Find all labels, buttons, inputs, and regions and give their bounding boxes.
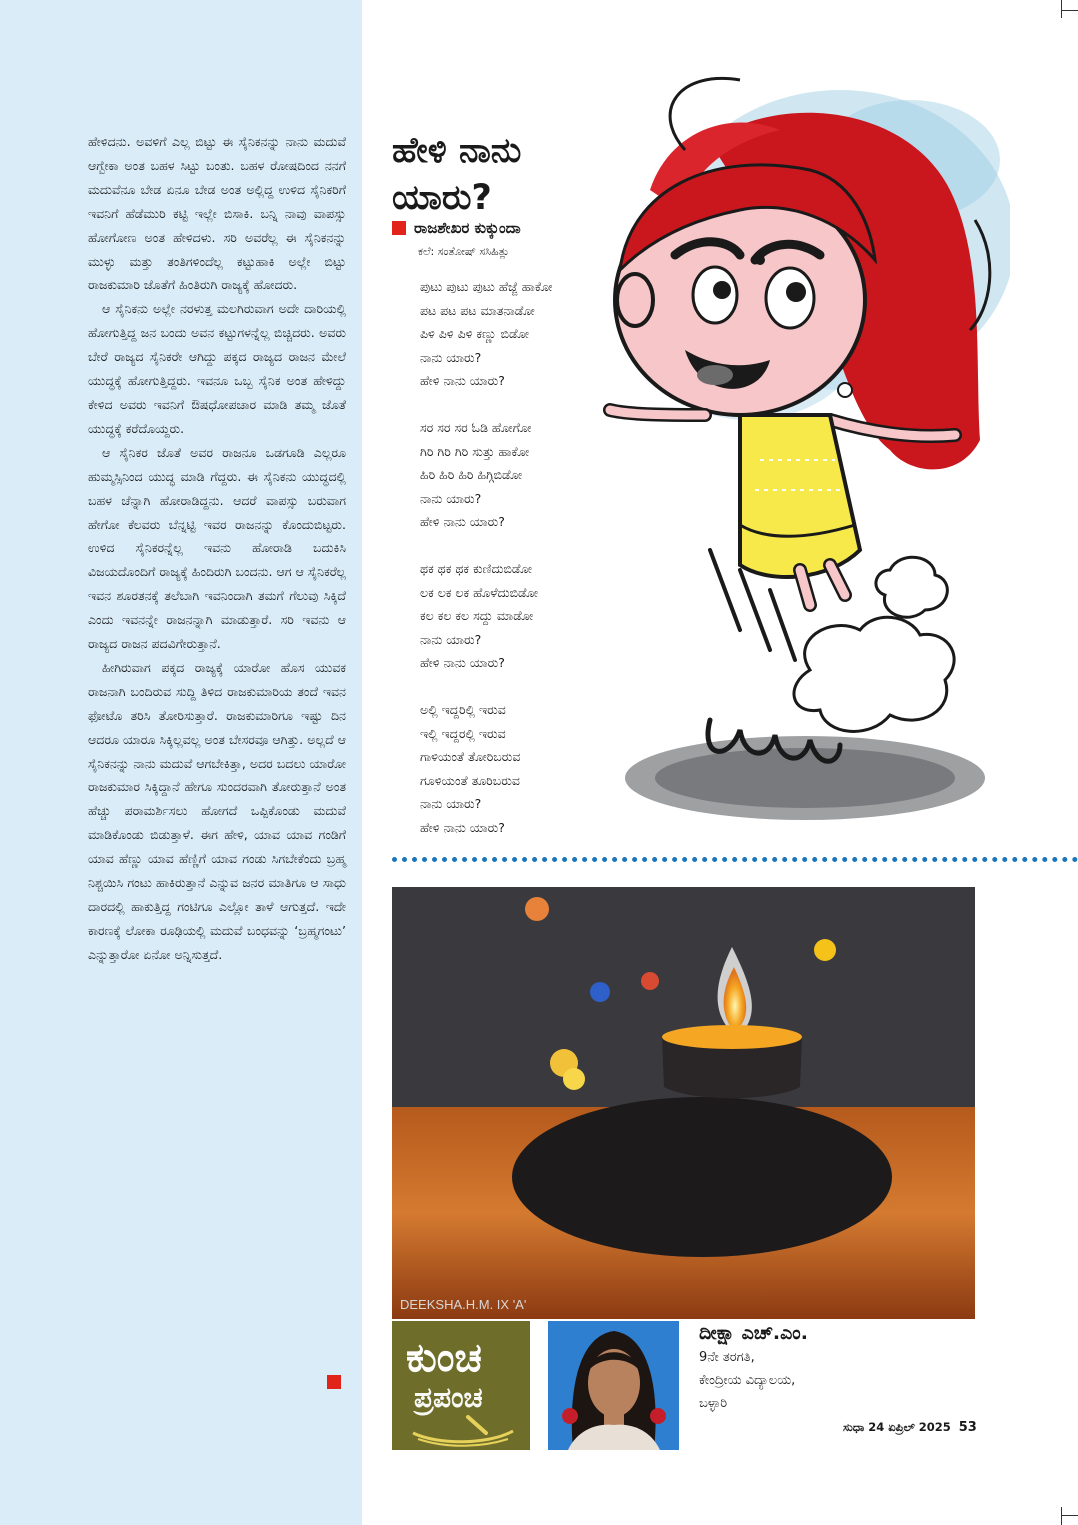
poem-title (392, 128, 521, 222)
story-paragraph: ಹೇಳಿದನು. ಅವಳಿಗೆ ಎಲ್ಲ ಬಿಟ್ಟು ಈ ಸೈನಿಕನನ್ನು ನಾನು ಮದುವೆ ಆಗ್ಬೇಕಾ ಅಂತ ಬಹಳ ಸಿಟ್ಟು ಬಂತು. ಬಹಳ ರೋಷದಿಂದ ನನಗೆ ಮದುವೆನೂ ಬೇಡ ಏನೂ ಬೇಡ ಅಂತ ಅಲ್ಲಿದ್ದ ಉಳಿದ ಸೈನಿಕರಿಗೆ ಇವನಿಗೆ ಹೆಡೆಮುರಿ ಕಟ್ಟಿ ಇಲ್ಲೇ ಬಿಸಾಕಿ. ಬನ್ನಿ ನಾವು ವಾಪಸ್ಸು ಹೋಗೋಣ ಅಂತ ಹೇಳಿದಳು. ಸರಿ ಅವರೆಲ್ಲ ಈ ಸೈನಿಕನನ್ನು ಮುಳ್ಳು ಮತ್ತು ತಂತಿಗಳಿಂದೆಲ್ಲ ಕಟ್ಟುಹಾಕಿ ಅಲ್ಲೇ ಬಿಟ್ಟು ರಾಜಕುಮಾರಿ ಜೊತೆಗೆ ಹಿಂತಿರುಗಿ ರಾಜ್ಯಕ್ಕೆ ಹೋದರು. (88, 134, 346, 293)
page-footer (843, 1420, 977, 1435)
poem-byline (392, 219, 521, 237)
paintbrush-icon (408, 1413, 518, 1447)
poem-line: ಪುಟು ಪುಟು ಪುಟು ಹೆಜ್ಜೆ ಹಾಕೋ (420, 279, 553, 294)
poem-line: ಗಾಳಿಯಂತೆ ತೋರಿಬರುವ (420, 749, 521, 764)
poem-title-line: ಯಾರು? (392, 178, 492, 218)
logo-line: ಪ್ರಪಂಚ (414, 1381, 483, 1414)
poem-line: ಹೇಳಿ ನಾನು ಯಾರು? (420, 373, 505, 388)
crop-mark (1061, 0, 1062, 18)
crop-mark (1062, 10, 1078, 11)
illustrator-credit: ಕಲೆ: ಸಂತೋಷ್ ಸಸಿಹಿತ್ಲು (418, 245, 510, 258)
artist-photo (548, 1321, 679, 1450)
poem-line: ಗಿರಿ ಗಿರಿ ಗಿರಿ ಸುತ್ತು ಹಾಕೋ (420, 443, 530, 459)
section-divider (392, 857, 1078, 862)
story-paragraph: ಆ ಸೈನಿಕನು ಅಲ್ಲೇ ನರಳುತ್ತ ಮಲಗಿರುವಾಗ ಅದೇ ದಾರಿಯಲ್ಲಿ ಹೋಗುತ್ತಿದ್ದ ಜನ ಬಂದು ಅವನ ಕಟ್ಟುಗಳನ್ನೆಲ್ಲ ಬಿಚ್ಚಿದರು. ಅವರು ಬೇರೆ ರಾಜ್ಯದ ಸೈನಿಕರೇ ಆಗಿದ್ದು ಪಕ್ಕದ ರಾಜ್ಯದ ರಾಜನ ಮೇಲೆ ಯುದ್ಧಕ್ಕೆ ಹೋಗುತ್ತಿದ್ದರು. ಇವನೂ ಒಬ್ಬ ಸೈನಿಕ ಅಂತ ಹೇಳಿದ್ದು ಕೇಳಿದ ಅವರು ಇವನಿಗೆ ಔಷಧೋಪಚಾರ ಮಾಡಿ ತಮ್ಮ ಜೊತೆ ಯುದ್ಧಕ್ಕೆ ಕರೆದೊಯ್ದರು. (88, 301, 346, 436)
poem-line: ಸರ ಸರ ಸರ ಓಡಿ ಹೋಗೋ (420, 420, 532, 435)
kuncha-prapancha-logo (392, 1321, 530, 1450)
girl-illustration (590, 70, 1010, 830)
poem-line: ನಾನು ಯಾರು? (420, 349, 482, 365)
byline-marker (392, 221, 406, 235)
poem-line: ನಾನು ಯಾರು? (420, 631, 482, 647)
story-end-mark (327, 1375, 341, 1389)
page-number: 53 (958, 1420, 977, 1435)
poem-line: ಇಲ್ಲಿ ಇದ್ದರಲ್ಲಿ ಇರುವ (420, 725, 506, 741)
poem-line: ಥಕ ಥಕ ಥಕ ಕುಣಿದುಬಿಡೋ (420, 561, 532, 576)
poem-line: ನಾನು ಯಾರು? (420, 490, 482, 506)
poem-line: ಹೇಳಿ ನಾನು ಯಾರು? (420, 655, 505, 670)
poem-line: ಕಲ ಕಲ ಕಲ ಸದ್ದು ಮಾಡೋ (420, 608, 534, 623)
artist-city: ಬಳ್ಳಾರಿ (699, 1396, 728, 1411)
poem-line: ಗೂಳಿಯಂತೆ ತೂರಿಬರುವ (420, 772, 520, 788)
logo-line: ಕುಂಚ (406, 1335, 482, 1381)
artist-name: ದೀಕ್ಷಾ ಎಚ್.ಎಂ. (699, 1322, 808, 1344)
story-paragraph: ಆ ಸೈನಿಕರ ಜೊತೆ ಅವರ ರಾಜನೂ ಒಡಗೂಡಿ ಎಲ್ಲರೂ ಹುಮ್ಮಸ್ಸಿನಿಂದ ಯುದ್ಧ ಮಾಡಿ ಗೆದ್ದರು. ಈ ಸೈನಿಕನು ಯುದ್ಧದಲ್ಲಿ ಬಹಳ ಚೆನ್ನಾಗಿ ಹೋರಾಡಿದ್ದನು. ಆದರೆ ವಾಪಸ್ಸು ಬರುವಾಗ ಹೇಗೋ ಕೆಲವರು ಬೆನ್ನಟ್ಟಿ ಇವರ ರಾಜನನ್ನು ಕೊಂದುಬಿಟ್ಟರು. ಉಳಿದ ಸೈನಿಕರನ್ನೆಲ್ಲ ಇವನು ಹೋರಾಡಿ ಬದುಕಿಸಿ ವಿಜಯದೊಂದಿಗೆ ರಾಜ್ಯಕ್ಕೆ ಹಿಂದಿರುಗಿ ಬಂದನು. ಆಗ ಆ ಸೈನಿಕರೆಲ್ಲ ಇವನ ಶೂರತನಕ್ಕೆ ತಲೆಬಾಗಿ ಇವನಿಂದಾಗಿ ತಮಗೆ ಗೆಲುವು ಸಿಕ್ಕಿದೆ ಎಂದು ಇವನನ್ನೇ ರಾಜನನ್ನಾಗಿ ಮಾಡುತ್ತಾರೆ. ಸರಿ ಇವನು ಆ ರಾಜ್ಯದ ರಾಜನ ಪದವಿಗೇರುತ್ತಾನೆ. (88, 444, 346, 652)
poem-line: ಲಕ ಲಕ ಲಕ ಹೊಳೆದುಬಿಡೋ (420, 584, 539, 600)
poem-title-line: ಹೇಳಿ ನಾನು (392, 131, 522, 171)
story-text (88, 130, 346, 967)
magazine-date: ಸುಧಾ 24 ಏಪ್ರಿಲ್ 2025 (843, 1420, 951, 1434)
poem-line: ಪಟ ಪಟ ಪಟ ಮಾತನಾಡೋ (420, 302, 535, 318)
poem-line: ಹೇಳಿ ನಾನು ಯಾರು? (420, 819, 505, 835)
crop-mark (1061, 1507, 1062, 1525)
poem-line: ಪಿಳಿ ಪಿಳಿ ಪಿಳಿ ಕಣ್ಣು ಬಿಡೋ (420, 326, 530, 341)
story-paragraph: ಹೀಗಿರುವಾಗ ಪಕ್ಕದ ರಾಜ್ಯಕ್ಕೆ ಯಾರೋ ಹೊಸ ಯುವಕ ರಾಜನಾಗಿ ಬಂದಿರುವ ಸುದ್ದಿ ತಿಳಿದ ರಾಜಕುಮಾರಿಯ ತಂದೆ ಇವನ ಫೋಟೊ ತರಿಸಿ ತೋರಿಸುತ್ತಾರೆ. ರಾಜಕುಮಾರಿಗೂ ಇಷ್ಟು ದಿನ ಆದರೂ ಯಾರೂ ಸಿಕ್ಕಿಲ್ಲವಲ್ಲ ಅಂತ ಬೇಸರವೂ ಆಗಿತ್ತು. ಅಲ್ಲದೆ ಆ ಸೈನಿಕನನ್ನು ನಾನು ಮದುವೆ ಆಗಬೇಕಿತ್ತಾ, ಅದರ ಬದಲು ಯಾರೋ ರಾಜಕುಮಾರ ಸಿಕ್ಕಿದ್ದಾನೆ ಹೇಗೂ ಸುಂದರವಾಗಿ ತೋರುತ್ತಾನೆ ಅಂತ ಹೆಚ್ಚು ಪರಾಮರ್ಶಿಸಲು ಹೋಗದೆ ಒಪ್ಪಿಕೊಂಡು ಮದುವೆ ಮಾಡಿಕೊಂಡು ಬಿಡುತ್ತಾಳೆ. ಈಗ ಹೇಳಿ, ಯಾವ ಯಾವ ಗಂಡಿಗೆ ಯಾವ ಹೆಣ್ಣು ಯಾವ ಹೆಣ್ಣಿಗೆ ಯಾವ ಗಂಡು ಸಿಗಬೇಕೆಂದು ಬ್ರಹ್ಮ ನಿಶ್ಚಯಿಸಿ ಗಂಟು ಹಾಕಿರುತ್ತಾನೆ ಎನ್ನುವ ಜನರ ಮಾತಿಗೂ ಆ ಸಾಧು ದಾರದಲ್ಲಿ ಹಾಕುತ್ತಿದ್ದ ಗಂಟಿಗೂ ಎಲ್ಲೋ ತಾಳೆ ಆಗುತ್ತದೆ. ಇದೇ ಕಾರಣಕ್ಕೆ ಲೋಕಾ ರೂಢಿಯಲ್ಲಿ ಮದುವೆ ಬಂಧವನ್ನು ‘ಬ್ರಹ್ಮಗಂಟು’ ಎನ್ನುತ್ತಾರೋ ಏನೋ ಅನ್ನಿಸುತ್ತದೆ. (88, 659, 346, 962)
artist-grade: 9ನೇ ತರಗತಿ, (699, 1350, 755, 1365)
poem-line: ಅಲ್ಲಿ ಇದ್ದರಿಲ್ಲಿ ಇರುವ (420, 702, 506, 717)
crop-mark (1062, 1515, 1078, 1516)
painting-signature: DEEKSHA.H.M. IX 'A' (400, 1297, 527, 1312)
poem-line: ನಾನು ಯಾರು? (420, 796, 482, 811)
lamp-painting (392, 887, 975, 1319)
poem-line: ಹಿರಿ ಹಿರಿ ಹಿರಿ ಹಿಗ್ಗಿಬಿಡೋ (420, 467, 523, 482)
poem-line: ಹೇಳಿ ನಾನು ಯಾರು? (420, 514, 505, 529)
artist-school: ಕೇಂದ್ರೀಯ ವಿದ್ಯಾಲಯ, (699, 1373, 796, 1388)
poem-author: ರಾಜಶೇಖರ ಕುಕ್ಕುಂದಾ (414, 219, 521, 237)
